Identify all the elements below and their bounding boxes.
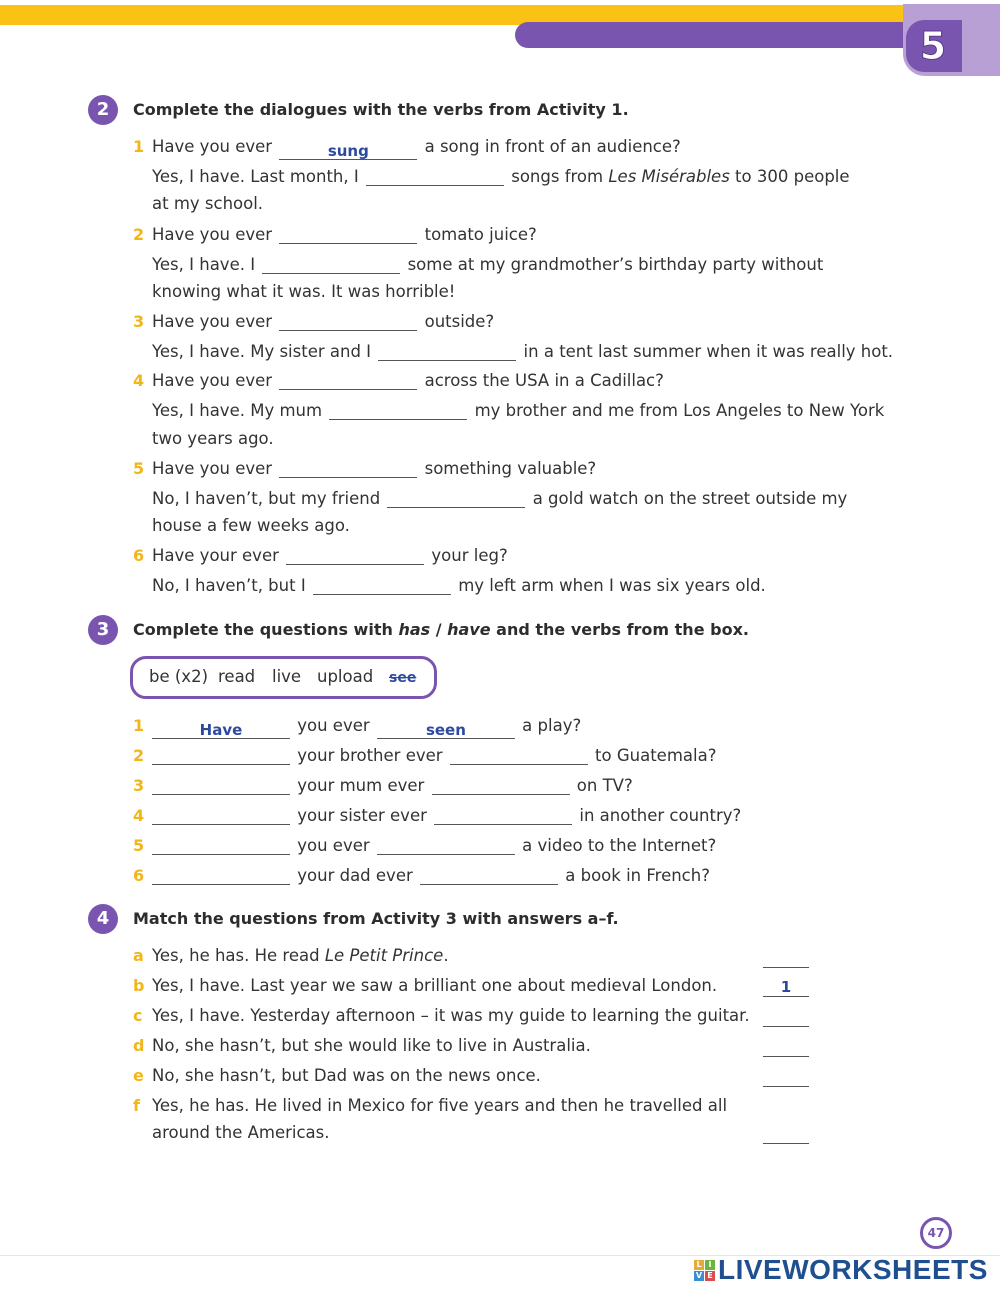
ex3-item-text: your mum ever: [297, 776, 425, 795]
ex4-item-text: Yes, he has. He read: [152, 946, 325, 965]
ex3-item-3-blank-2[interactable]: [432, 775, 570, 795]
ex4-answer-c[interactable]: [763, 1007, 809, 1027]
ex2-q-text: Have you ever: [152, 137, 273, 156]
ex3-item-2-blank-1[interactable]: [152, 745, 290, 765]
ex2-r-text: my brother and me from Los Angeles to New York: [474, 401, 885, 420]
ex3-title-has: has: [398, 620, 431, 639]
ex4-item-letter: b: [133, 976, 145, 995]
ex2-item-number: 2: [133, 225, 145, 244]
ex3-item-1-answer-1: Have: [199, 721, 243, 739]
ex2-q-text: Have you ever: [152, 225, 273, 244]
box-word: upload: [317, 667, 374, 686]
ex3-item-6-blank-2[interactable]: [420, 865, 558, 885]
header-purple-bar: [515, 22, 915, 48]
ex3-item-number: 2: [133, 746, 145, 765]
box-word: live: [272, 667, 302, 686]
ex2-r-text: Yes, I have. Last month, I: [152, 167, 359, 186]
ex4-item-f-cont: around the Americas.: [152, 1123, 330, 1142]
ex2-item-5-response: [152, 488, 847, 510]
ex2-item-number: 1: [133, 137, 145, 156]
exercise-2-number: 2: [88, 95, 118, 125]
ex2-r-text: songs from: [511, 167, 609, 186]
ex2-item-number: 3: [133, 312, 145, 331]
ex4-item-a: [152, 945, 449, 967]
ex2-item-6-blank-q[interactable]: [286, 545, 424, 565]
ex4-answer-f[interactable]: [763, 1124, 809, 1144]
ex2-item-1-question: [152, 136, 681, 158]
logo-letter: L: [694, 1260, 704, 1270]
ex3-item-number: 5: [133, 836, 145, 855]
exercise-4-title: Match the questions from Activity 3 with answers a–f.: [133, 909, 619, 928]
box-word: be (x2): [149, 667, 209, 686]
ex2-item-number: 6: [133, 546, 145, 565]
ex3-item-text: to Guatemala?: [595, 746, 717, 765]
ex2-r-text: to 300 people: [729, 167, 850, 186]
ex2-item-3-blank-r[interactable]: [378, 341, 516, 361]
ex3-item-1-blank-1[interactable]: [152, 719, 290, 739]
ex2-r-text: No, I haven’t, but I: [152, 576, 306, 595]
ex3-title-text: Complete the questions with: [133, 620, 399, 639]
ex2-item-6-blank-r[interactable]: [313, 575, 451, 595]
ex4-item-d: No, she hasn’t, but she would like to live in Australia.: [152, 1036, 591, 1055]
ex2-item-5-blank-q[interactable]: [279, 458, 417, 478]
exercise-3-title: [133, 620, 749, 639]
ex3-title-sep: /: [430, 620, 448, 639]
exercise-2-title: Complete the dialogues with the verbs from Activity 1.: [133, 100, 629, 119]
ex3-item-text: your sister ever: [297, 806, 427, 825]
ex3-item-5-blank-2[interactable]: [377, 835, 515, 855]
exercise-3-number: 3: [88, 615, 118, 645]
ex3-title-text: and the verbs from the box.: [490, 620, 749, 639]
ex3-item-number: 4: [133, 806, 145, 825]
ex3-item-5: [150, 835, 716, 857]
ex2-r-text: in a tent last summer when it was really hot.: [523, 342, 894, 361]
ex3-item-number: 3: [133, 776, 145, 795]
ex4-item-letter: a: [133, 946, 144, 965]
ex3-item-2-blank-2[interactable]: [450, 745, 588, 765]
ex2-item-5-question: [152, 458, 596, 480]
ex2-r-text: Yes, I have. My sister and I: [152, 342, 372, 361]
ex2-item-6-response: [152, 575, 766, 597]
ex2-r-text: No, I haven’t, but my friend: [152, 489, 381, 508]
ex2-item-1-answer: sung: [327, 142, 369, 160]
ex2-item-4-cont: two years ago.: [152, 429, 274, 448]
ex2-q-text: Have your ever: [152, 546, 279, 565]
ex2-r-text: a gold watch on the street outside my: [532, 489, 848, 508]
ex2-q-text: a song in front of an audience?: [424, 137, 681, 156]
ex4-item-letter: d: [133, 1036, 145, 1055]
ex2-q-text: Have you ever: [152, 312, 273, 331]
ex2-r-text: Yes, I have. I: [152, 255, 256, 274]
box-word: read: [218, 667, 256, 686]
ex3-item-text: your brother ever: [297, 746, 443, 765]
ex3-item-4: [150, 805, 741, 827]
ex3-item-2: [150, 745, 716, 767]
ex2-item-3-blank-q[interactable]: [279, 311, 417, 331]
ex4-item-letter: e: [133, 1066, 144, 1085]
box-word-struck: see: [389, 670, 417, 686]
ex2-item-1-blank-r[interactable]: [366, 166, 504, 186]
ex2-r-text: some at my grandmother’s birthday party without: [407, 255, 824, 274]
logo-letter: V: [695, 1270, 703, 1280]
ex4-item-letter: f: [133, 1096, 140, 1115]
ex4-answer-a[interactable]: [763, 948, 809, 968]
ex2-item-3-question: [152, 311, 494, 333]
ex4-item-letter: c: [133, 1006, 143, 1025]
ex3-item-number: 1: [133, 716, 145, 735]
ex2-item-number: 5: [133, 459, 145, 478]
ex3-item-4-blank-1[interactable]: [152, 805, 290, 825]
ex2-item-3-response: [152, 341, 893, 363]
ex3-item-text: on TV?: [576, 776, 633, 795]
ex3-item-4-blank-2[interactable]: [434, 805, 572, 825]
logo-letter: I: [705, 1260, 715, 1270]
ex3-item-number: 6: [133, 866, 145, 885]
ex4-item-f: Yes, he has. He lived in Mexico for five years and then he travelled all: [152, 1096, 728, 1115]
ex3-item-1-blank-2[interactable]: [377, 719, 515, 739]
ex3-item-1-answer-2: seen: [425, 721, 466, 739]
ex3-item-text: a play?: [522, 716, 582, 735]
ex4-answer-d[interactable]: [763, 1037, 809, 1057]
ex2-item-5-cont: house a few weeks ago.: [152, 516, 350, 535]
liveworksheets-brand[interactable]: [694, 1254, 988, 1286]
ex2-q-text: Have you ever: [152, 459, 273, 478]
ex3-item-5-blank-1[interactable]: [152, 835, 290, 855]
logo-letter: E: [705, 1271, 715, 1281]
ex2-item-2-question: [152, 224, 537, 246]
ex4-item-e: No, she hasn’t, but Dad was on the news once.: [152, 1066, 541, 1085]
ex2-q-text: outside?: [424, 312, 495, 331]
ex2-item-1-response: [152, 166, 850, 188]
ex2-item-6-question: [152, 545, 508, 567]
ex4-item-c: Yes, I have. Yesterday afternoon – it was my guide to learning the guitar.: [152, 1006, 750, 1025]
ex2-q-text: your leg?: [431, 546, 508, 565]
ex3-item-3-blank-1[interactable]: [152, 775, 290, 795]
ex2-item-2-blank-r[interactable]: [262, 254, 400, 274]
ex4-item-italic: Le Petit Prince: [324, 946, 444, 965]
ex4-answer-b-value: 1: [780, 978, 792, 996]
ex2-q-text: something valuable?: [424, 459, 597, 478]
ex3-item-3: [150, 775, 633, 797]
ex3-item-6: [150, 865, 710, 887]
ex2-item-2-cont: knowing what it was. It was horrible!: [152, 282, 456, 301]
ex3-item-6-blank-1[interactable]: [152, 865, 290, 885]
liveworksheets-text: LIVEWORKSHEETS: [718, 1254, 988, 1285]
ex3-item-text: in another country?: [579, 806, 742, 825]
ex3-item-text: a video to the Internet?: [522, 836, 717, 855]
ex3-item-text: your dad ever: [297, 866, 413, 885]
ex3-item-text: you ever: [297, 836, 370, 855]
ex2-item-1-blank-q[interactable]: [279, 140, 417, 160]
ex2-r-italic: Les Misérables: [608, 167, 730, 186]
ex2-item-2-response: [152, 254, 823, 276]
ex2-item-4-blank-q[interactable]: [279, 370, 417, 390]
ex2-item-4-blank-r[interactable]: [329, 400, 467, 420]
exercise-4-number: 4: [88, 904, 118, 934]
unit-number: 5: [919, 24, 947, 68]
ex2-item-4-response: [152, 400, 884, 422]
ex2-item-5-blank-r[interactable]: [387, 488, 525, 508]
ex2-q-text: across the USA in a Cadillac?: [424, 371, 664, 390]
ex2-r-text: my left arm when I was six years old.: [458, 576, 766, 595]
ex2-q-text: tomato juice?: [424, 225, 537, 244]
ex2-item-4-question: [152, 370, 664, 392]
ex2-r-text: Yes, I have. My mum: [152, 401, 323, 420]
ex3-item-text: you ever: [297, 716, 370, 735]
ex4-item-text: .: [443, 946, 449, 965]
ex3-item-1: [150, 715, 581, 737]
ex4-item-b: Yes, I have. Last year we saw a brilliant one about medieval London.: [152, 976, 718, 995]
ex2-q-text: Have you ever: [152, 371, 273, 390]
ex2-item-2-blank-q[interactable]: [279, 224, 417, 244]
ex2-item-1-cont: at my school.: [152, 194, 264, 213]
ex3-title-have: have: [447, 620, 491, 639]
ex4-answer-b[interactable]: [763, 977, 809, 997]
liveworksheets-logo-icon: [694, 1260, 715, 1281]
ex4-answer-e[interactable]: [763, 1067, 809, 1087]
page-number: 47: [920, 1217, 952, 1249]
ex3-item-text: a book in French?: [565, 866, 710, 885]
ex2-item-number: 4: [133, 371, 145, 390]
